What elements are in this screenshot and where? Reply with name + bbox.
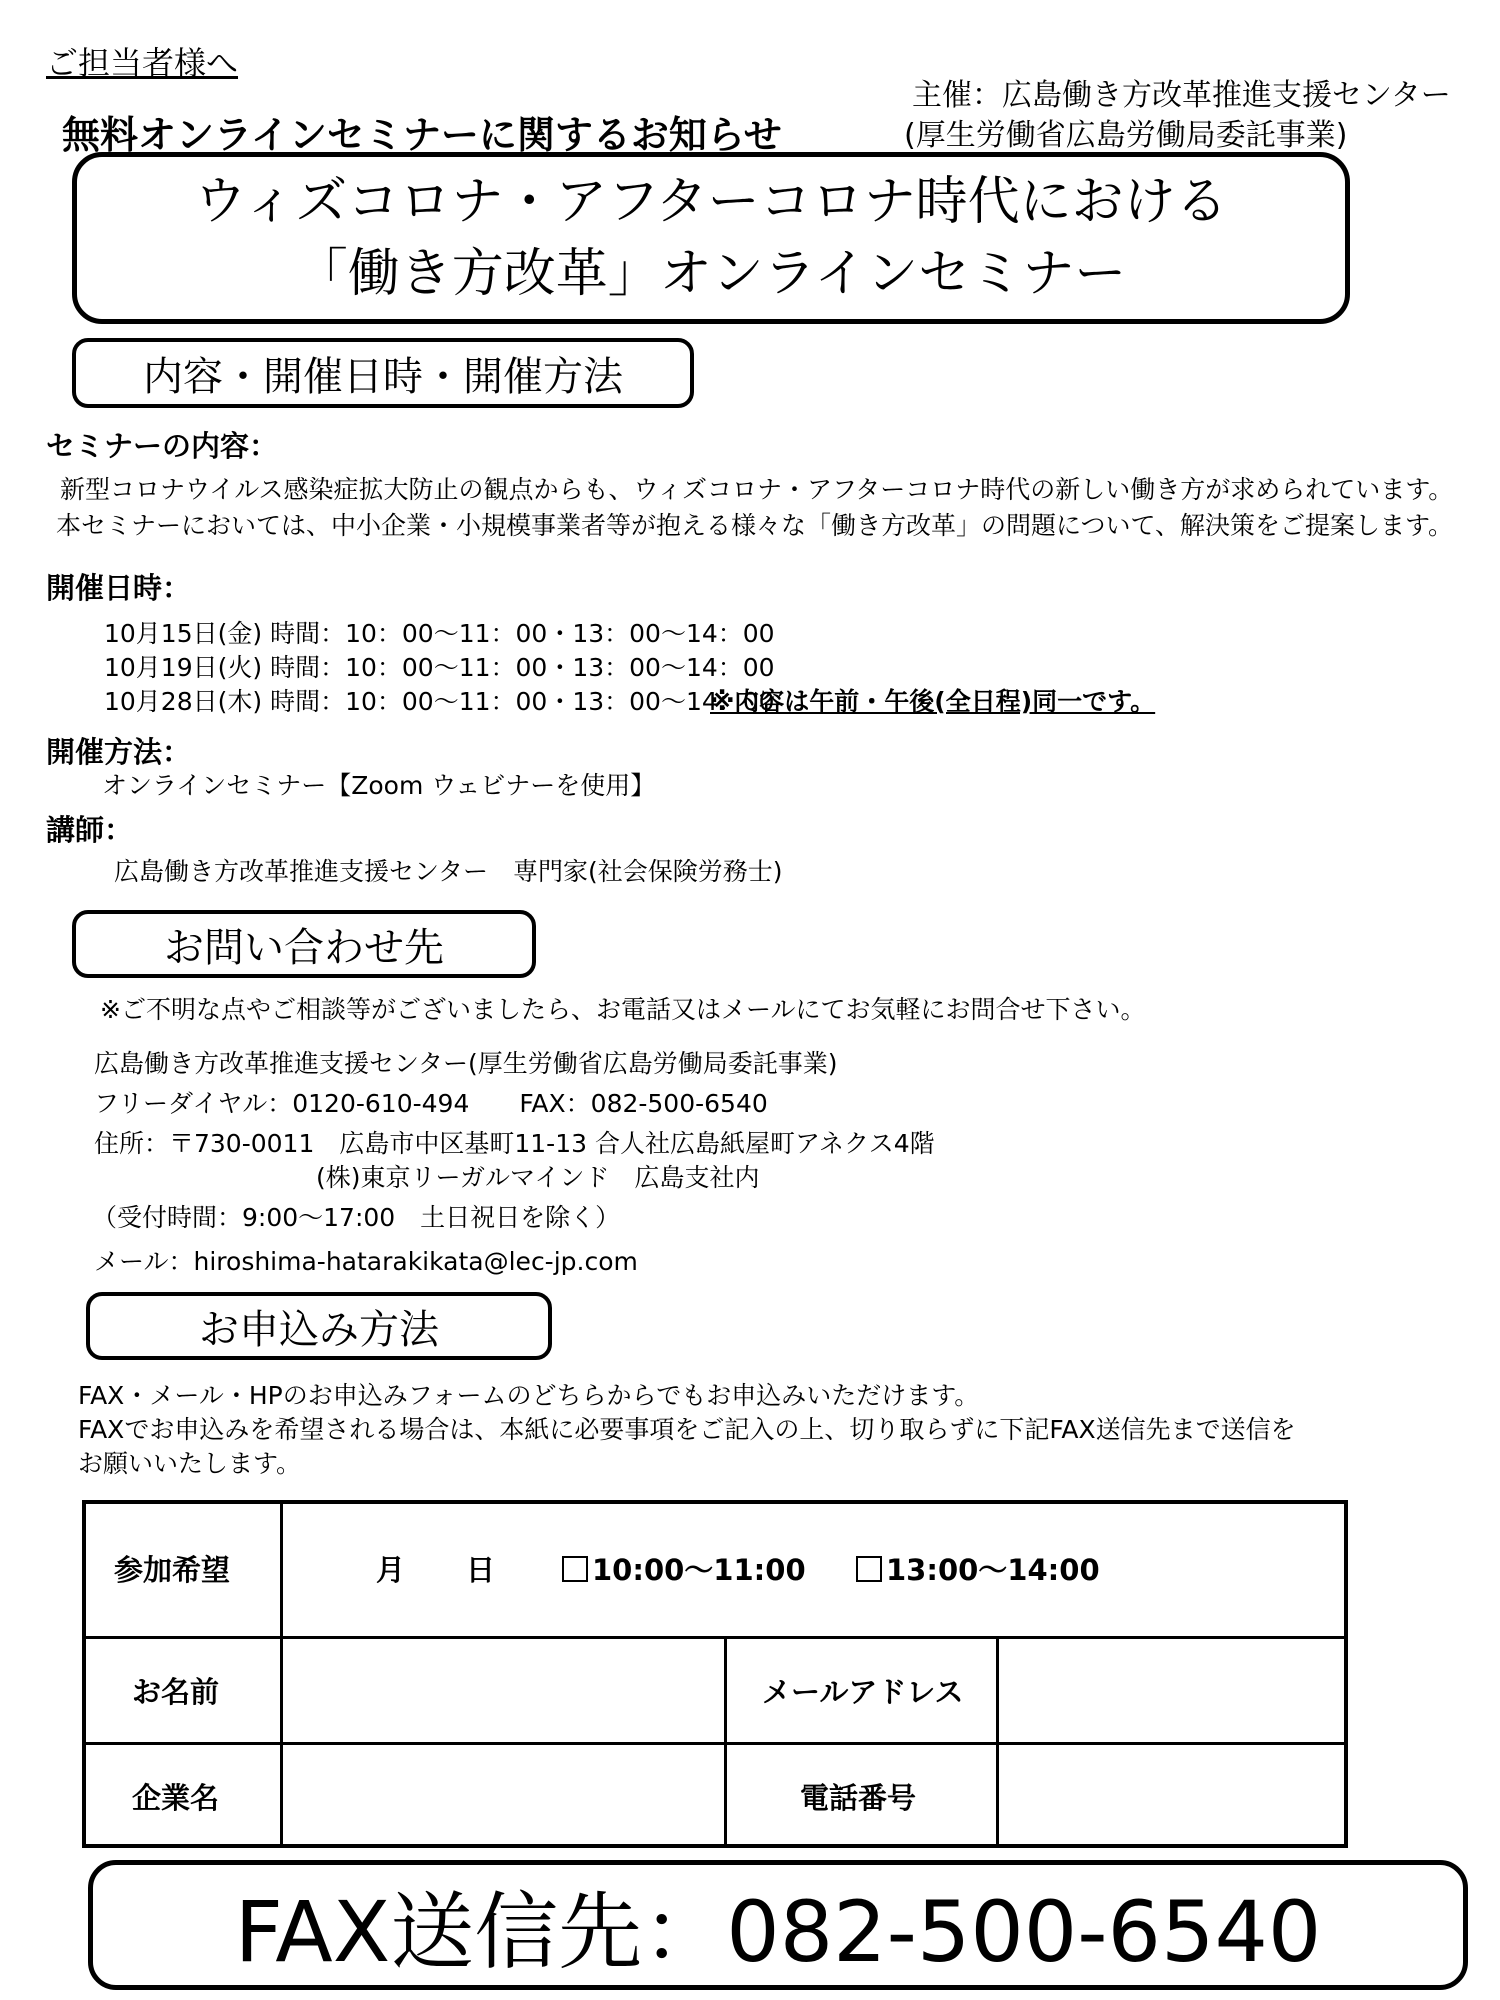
name-label: お名前 [132, 1675, 220, 1709]
contact-address: 住所：〒730-0011 広島市中区基町11-13 合人社広島紙屋町アネクス4階 [94, 1129, 935, 1158]
fax-destination: FAX送信先：082-500-6540 [234, 1882, 1322, 1981]
content-label: セミナーの内容： [46, 429, 279, 463]
section-heading-label: お問い合わせ先 [164, 924, 444, 971]
contact-org: 広島働き方改革推進支援センター(厚生労働省広島労働局委託事業) [94, 1049, 838, 1078]
greeting: ご担当者様へ [46, 44, 239, 82]
table-divider [86, 1636, 1344, 1639]
option-morning-label: 10:00～11:00 [592, 1553, 806, 1587]
checkbox-morning[interactable] [562, 1556, 588, 1582]
content-text-line2: 本セミナーにおいては、中小企業・小規模事業者等が抱える様々な「働き方改革」の問題について、解決策をご提案します。 [56, 511, 1454, 540]
company-label: 企業名 [132, 1781, 220, 1815]
contact-email: メール：hiroshima-hatarakikata@lec-jp.com [94, 1247, 638, 1276]
seminar-title-line1: ウィズコロナ・アフターコロナ時代における [194, 172, 1228, 232]
date-note: ※内容は午前・午後(全日程)同一です。 [710, 687, 1156, 716]
section-heading-content [72, 338, 694, 408]
fax-destination-box [88, 1860, 1468, 1990]
apply-text-line1: FAX・メール・HPのお申込みフォームのどちらからでもお申込みいただけます。 [78, 1381, 980, 1410]
notice-title: 無料オンラインセミナーに関するお知らせ [62, 113, 782, 157]
phone-label: 電話番号 [800, 1781, 917, 1815]
method-value: オンラインセミナー【Zoom ウェビナーを使用】 [102, 771, 656, 800]
date-label: 開催日時： [46, 571, 192, 605]
table-divider [280, 1504, 283, 1844]
apply-text-line2: FAXでお申込みを希望される場合は、本紙に必要事項をご記入の上、切り取らずに下記FAX送信先まで送信を [78, 1415, 1296, 1444]
phone-field[interactable] [1000, 1746, 1346, 1846]
checkbox-afternoon[interactable] [856, 1556, 882, 1582]
contact-phone: フリーダイヤル：0120-610-494 FAX：082-500-6540 [94, 1089, 768, 1118]
section-heading-contact [72, 910, 536, 978]
organizer: 主催：広島働き方改革推進支援センター [912, 78, 1451, 113]
contact-hours: （受付時間：9:00～17:00 土日祝日を除く） [92, 1203, 621, 1232]
contact-address-sub: (株)東京リーガルマインド 広島支社内 [316, 1163, 760, 1192]
organizer-sub: (厚生労働省広島労働局委託事業) [904, 118, 1348, 153]
seminar-title-box [72, 152, 1350, 324]
method-label: 開催方法： [46, 735, 192, 769]
table-divider [996, 1636, 999, 1844]
month-label: 月 [376, 1553, 406, 1587]
email-field[interactable] [1000, 1640, 1346, 1740]
table-divider [86, 1742, 1344, 1745]
table-divider [724, 1636, 727, 1844]
lecturer-value: 広島働き方改革推進支援センター 専門家(社会保険労務士) [114, 857, 783, 886]
participation-label: 参加希望 [114, 1553, 231, 1587]
name-field[interactable] [284, 1640, 722, 1740]
contact-note: ※ご不明な点やご相談等がございましたら、お電話又はメールにてお気軽にお問合せ下さい。 [100, 995, 1146, 1024]
section-heading-label: 内容・開催日時・開催方法 [143, 353, 623, 400]
application-form-table [82, 1500, 1348, 1848]
option-afternoon-label: 13:00～14:00 [886, 1553, 1100, 1587]
content-text-line1: 新型コロナウイルス感染症拡大防止の観点からも、ウィズコロナ・アフターコロナ時代の新しい働き方が求められています。 [60, 475, 1454, 504]
option-morning[interactable] [562, 1548, 806, 1589]
option-afternoon[interactable] [856, 1548, 1100, 1589]
day-label: 日 [466, 1553, 496, 1587]
date-item: 10月19日(火) 時間：10：00～11：00・13：00～14：00 [104, 653, 775, 682]
apply-text-line3: お願いいたします。 [78, 1449, 302, 1478]
section-heading-label: お申込み方法 [199, 1306, 439, 1353]
email-label: メールアドレス [762, 1675, 964, 1709]
date-item: 10月28日(木) 時間：10：00～11：00・13：00～14：00 [104, 687, 775, 716]
section-heading-apply [86, 1292, 552, 1360]
seminar-title-line2: 「働き方改革」オンラインセミナー [295, 244, 1127, 304]
company-field[interactable] [284, 1746, 722, 1846]
lecturer-label: 講師： [46, 813, 134, 847]
date-item: 10月15日(金) 時間：10：00～11：00・13：00～14：00 [104, 619, 775, 648]
